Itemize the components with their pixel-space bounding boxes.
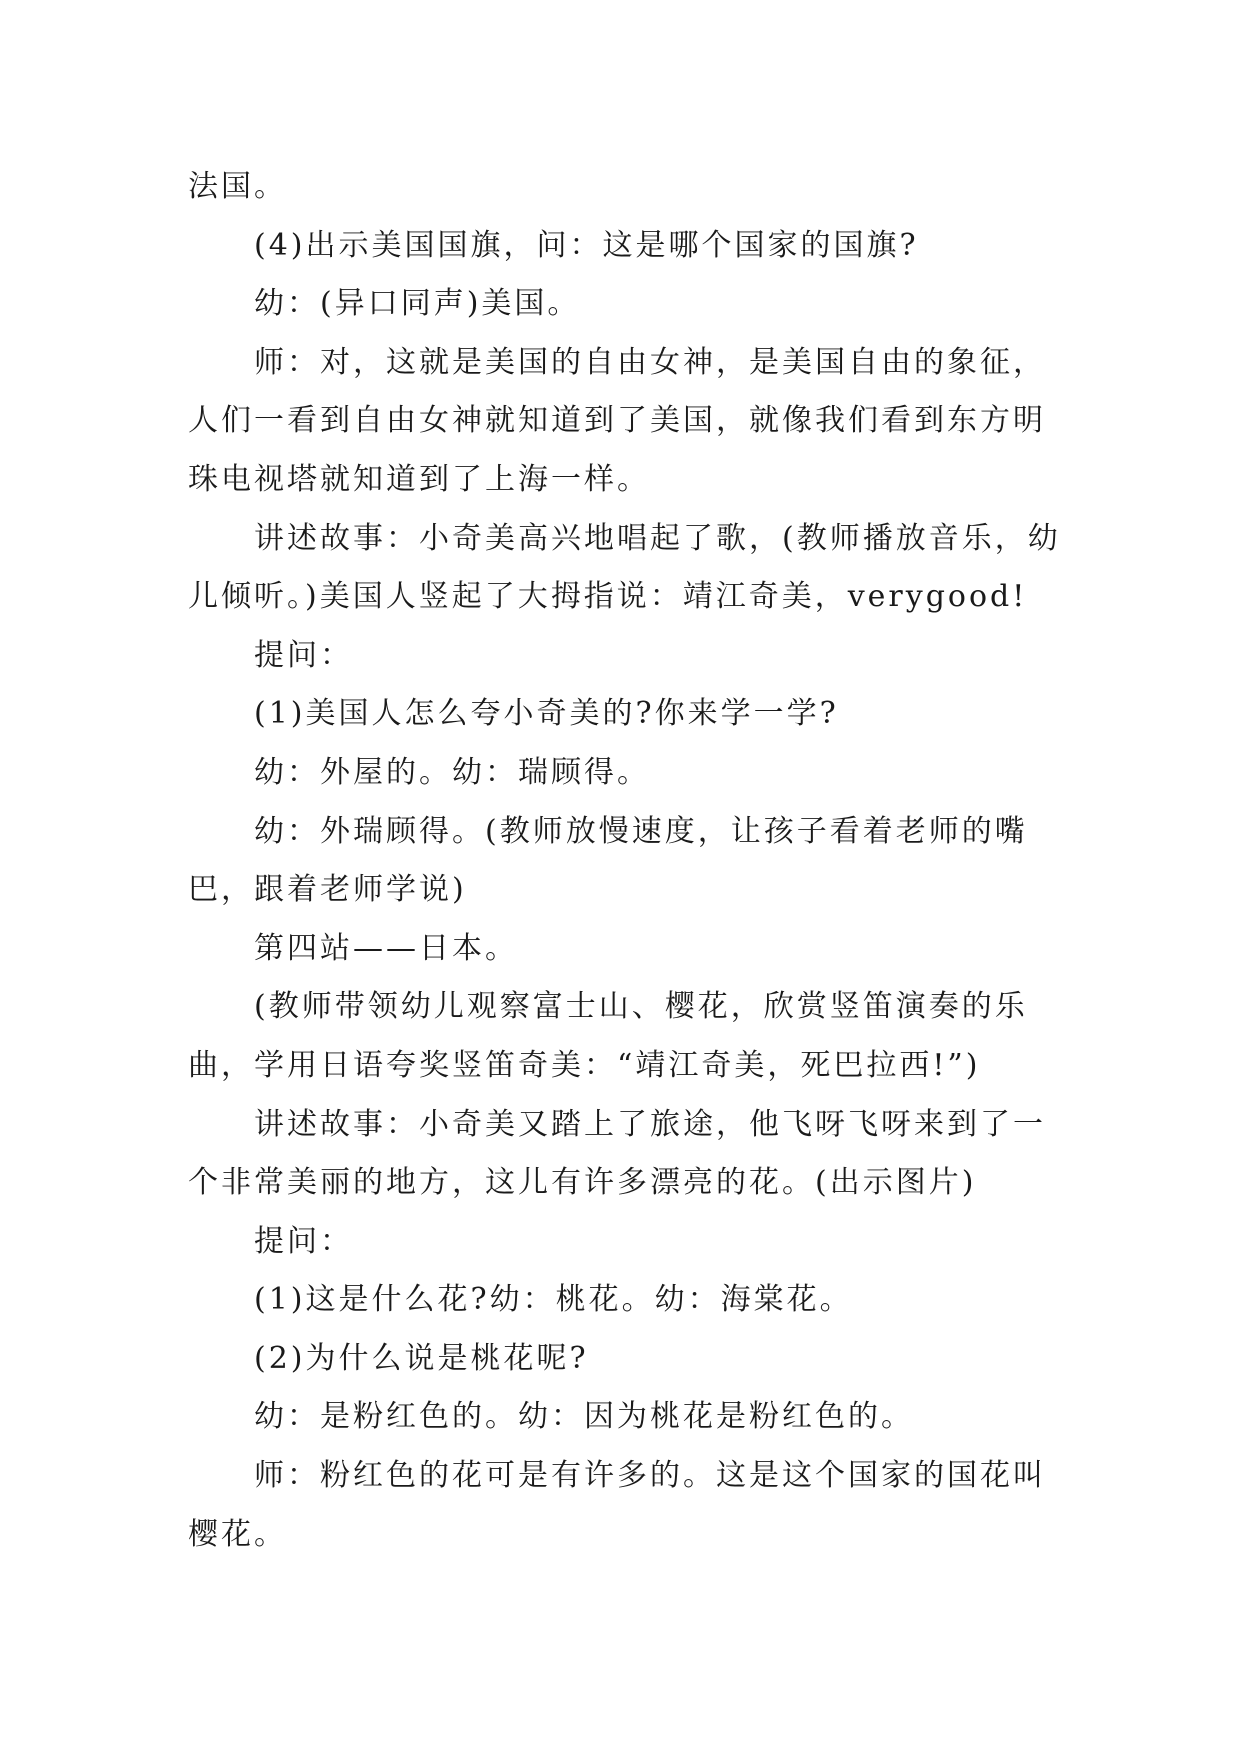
paragraph: 幼：外瑞顾得。(教师放慢速度，让孩子看着老师的嘴巴，跟着老师学说)	[188, 813, 1028, 908]
document-body	[188, 158, 1068, 1564]
paragraph: 幼：外屋的。幼：瑞顾得。	[254, 754, 650, 790]
paragraph: (1)美国人怎么夸小奇美的?你来学一学?	[254, 696, 839, 732]
paragraph: (1)这是什么花?幼：桃花。幼：海棠花。	[254, 1282, 853, 1318]
paragraph: 师：粉红色的花可是有许多的。这是这个国家的国花叫樱花。	[188, 1458, 1046, 1552]
paragraph: 师：对，这就是美国的自由女神，是美国自由的象征，人们一看到自由女神就知道到了美国，就像我们看到东方明珠电视塔就知道到了上海一样。	[188, 344, 1046, 497]
paragraph: 幼：(异口同声)美国。	[254, 286, 581, 322]
paragraph: 讲述故事：小奇美高兴地唱起了歌，(教师播放音乐，幼儿倾听。)美国人竖起了大拇指说：靖江奇美，verygood!	[188, 520, 1061, 615]
paragraph: 讲述故事：小奇美又踏上了旅途，他飞呀飞呀来到了一个非常美丽的地方，这儿有许多漂亮的花。(出示图片)	[188, 1106, 1046, 1201]
paragraph: (教师带领幼儿观察富士山、樱花，欣赏竖笛演奏的乐曲，学用日语夸奖竖笛奇美：“靖江奇美，死巴拉西!”)	[188, 989, 1028, 1083]
paragraph: (2)为什么说是桃花呢?	[254, 1340, 589, 1376]
paragraph: 法国。	[188, 169, 287, 204]
paragraph: 提问：	[254, 637, 353, 673]
paragraph: 提问：	[254, 1223, 353, 1259]
paragraph: 幼：是粉红色的。幼：因为桃花是粉红色的。	[254, 1399, 914, 1435]
paragraph: 第四站——日本。	[254, 930, 518, 966]
paragraph: (4)出示美国国旗，问：这是哪个国家的国旗?	[254, 227, 919, 263]
